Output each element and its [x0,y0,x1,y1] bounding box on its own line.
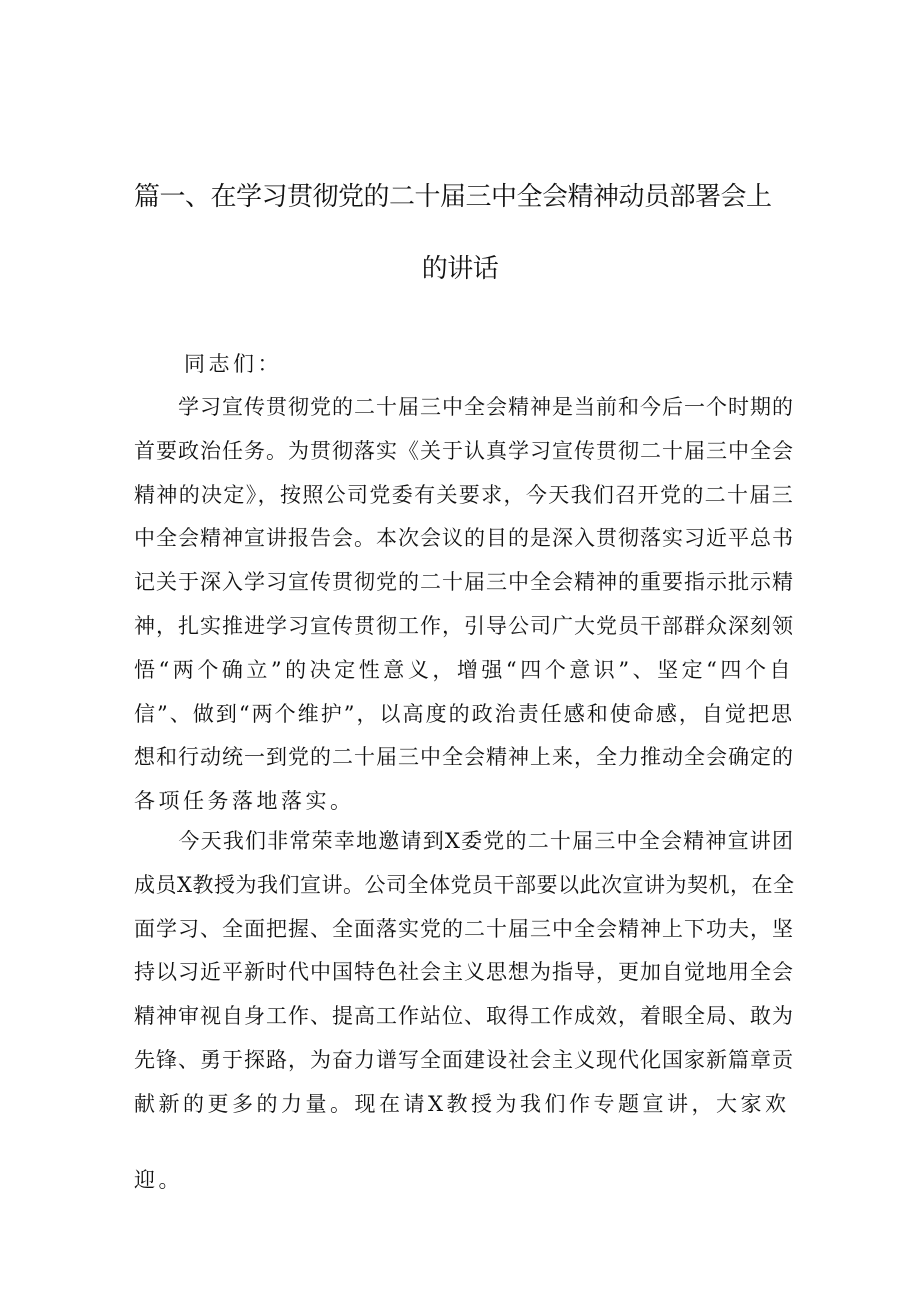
paragraph-line: 记关于深入学习宣传贯彻党的二十届三中全会精神的重要指示批示精 [134,570,794,595]
paragraph-line: 持以习近平新时代中国特色社会主义思想为指导，更加自觉地用全会 [134,960,794,985]
closing-line: 迎。 [134,1168,183,1192]
paragraph-line: 神，扎实推进学习宣传贯彻工作，引导公司广大党员干部群众深刻领 [134,613,794,638]
paragraph-line: 精神审视自身工作、提高工作站位、取得工作成效，着眼全局、敢为 [134,1004,794,1029]
paragraph-line: 悟“两个确立”的决定性意义，增强“四个意识”、坚定“四个自 [134,657,794,682]
paragraph-line: 成员X教授为我们宣讲。公司全体党员干部要以此次宣讲为契机，在全 [134,872,795,897]
paragraph-line: 信”、做到“两个维护”，以高度的政治责任感和使命感，自觉把思 [134,701,794,726]
paragraph-line: 首要政治任务。为贯彻落实《关于认真学习宣传贯彻二十届三中全会 [134,438,794,463]
paragraph-line: 面学习、全面把握、全面落实党的二十届三中全会精神上下功夫，坚 [134,916,794,941]
paragraph-line: 先锋、勇于探路，为奋力谱写全面建设社会主义现代化国家新篇章贡 [134,1047,794,1072]
paragraph-line: 学习宣传贯彻党的二十届三中全会精神是当前和今后一个时期的 [134,395,794,419]
paragraph-line: 想和行动统一到党的二十届三中全会精神上来，全力推动全会确定的 [134,745,794,770]
paragraph-line: 各项任务落地落实。 [134,789,355,814]
salutation: 同志们： [184,352,282,376]
paragraph-line: 献新的更多的力量。现在请X教授为我们作专题宣讲，大家欢 [134,1091,790,1116]
paragraph-line: 精神的决定》，按照公司党委有关要求，今天我们召开党的二十届三 [134,482,794,507]
paragraph-1 [134,386,794,824]
paragraph-line: 今天我们非常荣幸地邀请到X委党的二十届三中全会精神宣讲团 [134,829,794,853]
paragraph-2 [134,820,794,1127]
document-title-line-1: 篇一、在学习贯彻党的二十届三中全会精神动员部署会上 [134,182,772,212]
document-title-line-2: 的讲话 [421,254,499,284]
paragraph-line: 中全会精神宣讲报告会。本次会议的目的是深入贯彻落实习近平总书 [134,526,794,551]
